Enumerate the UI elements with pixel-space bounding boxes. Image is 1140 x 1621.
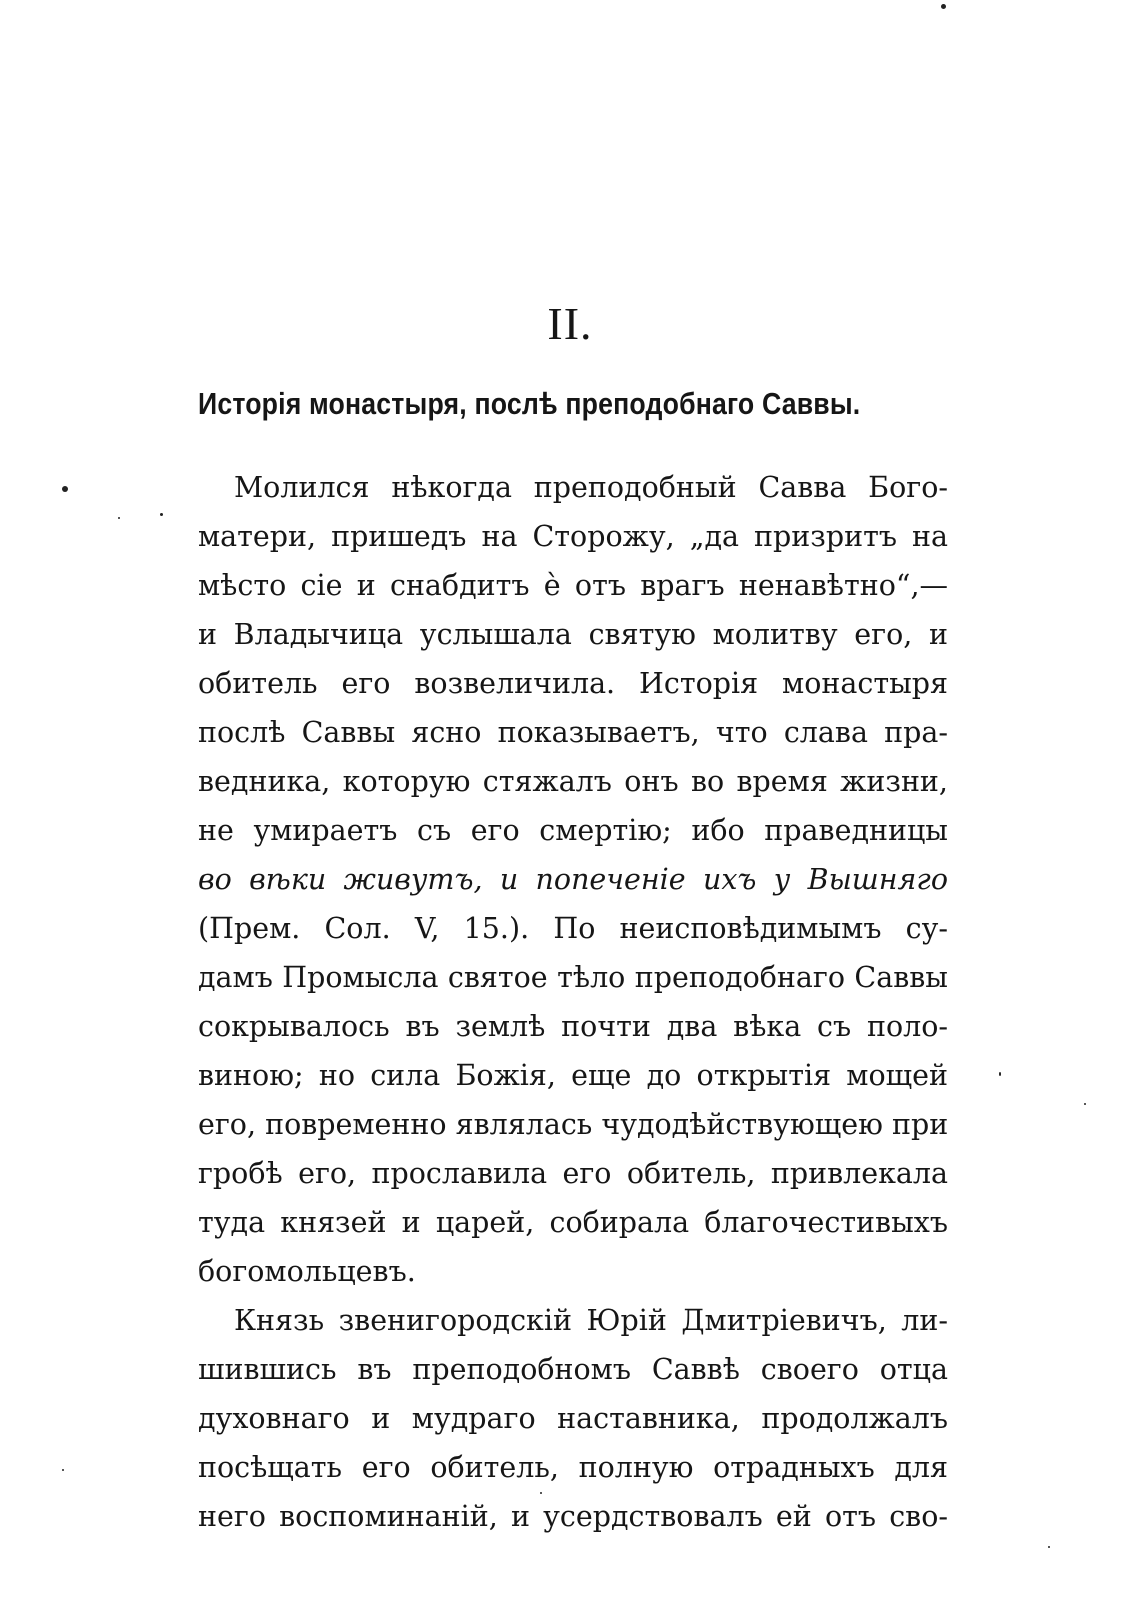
text-line: не умираетъ съ его смертію; ибо праведницы — [198, 814, 948, 847]
text-line: обитель его возвеличила. Исторія монастыря — [198, 667, 948, 700]
text-line: гробѣ его, прославила его обитель, привлекала — [198, 1157, 948, 1190]
scan-speck — [540, 1492, 542, 1494]
scan-speck — [1084, 1103, 1086, 1105]
text-line: и Владычица услышала святую молитву его, и — [198, 618, 948, 651]
chapter-title: Исторія монастыря, послѣ преподобнаго Саввы. — [198, 386, 861, 421]
body-text — [198, 463, 948, 1541]
text-line: него воспоминаній, и усердствовалъ ей отъ сво- — [198, 1500, 948, 1533]
paragraph — [198, 1296, 948, 1541]
text-line: послѣ Саввы ясно показываетъ, что слава пра- — [198, 716, 948, 749]
text-line: виною; но сила Божія, еще до открытія мощей — [198, 1059, 948, 1092]
scan-speck — [118, 517, 120, 519]
text-line: Князь звенигородскій Юрій Дмитріевичъ, ли- — [234, 1304, 948, 1337]
text-line: посѣщать его обитель, полную отрадныхъ для — [198, 1451, 948, 1484]
scan-speck — [941, 4, 946, 9]
text-line-italic: во вѣки живутъ, и попеченіе ихъ у Вышняго — [198, 863, 948, 896]
text-line: туда князей и царей, собирала благочестивыхъ — [198, 1206, 948, 1239]
text-line: Молился нѣкогда преподобный Савва Бого- — [234, 471, 948, 504]
paragraph — [198, 463, 948, 1296]
text-line: сокрывалось въ землѣ почти два вѣка съ поло- — [198, 1010, 948, 1043]
text-line: духовнаго и мудраго наставника, продолжалъ — [198, 1402, 948, 1435]
text-line: мѣсто сіе и снабдитъ ѐ отъ врагъ ненавѣтно“,— — [198, 569, 948, 602]
scan-speck — [62, 1469, 64, 1471]
scan-speck — [62, 486, 68, 492]
text-line: шившись въ преподобномъ Саввѣ своего отца — [198, 1353, 948, 1386]
text-line: дамъ Промысла святое тѣло преподобнаго Саввы — [198, 961, 948, 994]
scan-speck — [1048, 1546, 1050, 1548]
scan-speck — [999, 1072, 1001, 1076]
text-line: ведника, которую стяжалъ онъ во время жизни, — [198, 765, 948, 798]
text-line: матери, пришедъ на Сторожу, „да призритъ на — [198, 520, 948, 553]
text-line: богомольцевъ. — [198, 1255, 416, 1288]
chapter-number: II. — [547, 298, 593, 349]
scan-speck — [160, 513, 163, 516]
text-line: (Прем. Сол. V, 15.). По неисповѣдимымъ су- — [198, 912, 948, 945]
text-line: его, повременно являлась чудодѣйствующею при — [198, 1108, 949, 1141]
